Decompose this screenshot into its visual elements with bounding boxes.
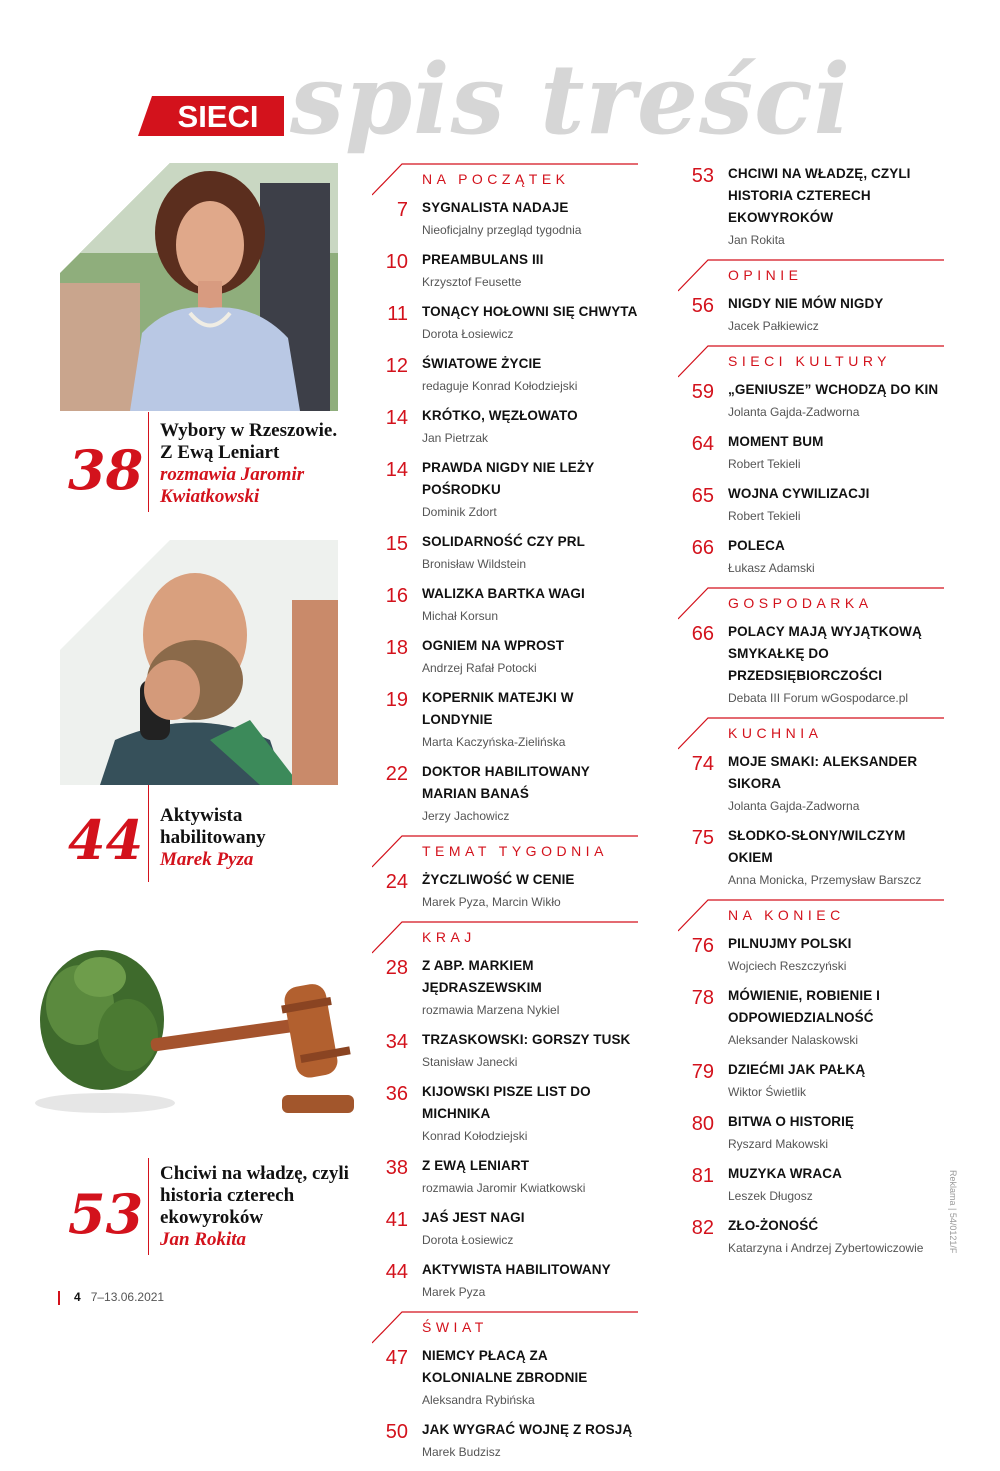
toc-entry[interactable] xyxy=(678,985,944,1051)
entry-page-number: 82 xyxy=(691,1217,714,1239)
entry-author: Marta Kaczyńska-Zielińska xyxy=(422,735,566,749)
entry-title: SOLIDARNOŚĆ CZY PRL xyxy=(422,534,585,549)
entry-title: POLECA xyxy=(728,538,785,553)
entry-title: JAK WYGRAĆ WOJNĘ Z ROSJĄ xyxy=(422,1422,633,1437)
entry-page-number: 59 xyxy=(691,381,714,403)
sieci-logo xyxy=(138,96,284,136)
entry-author: Andrzej Rafał Potocki xyxy=(422,661,537,675)
entry-author: Konrad Kołodziejski xyxy=(422,1129,528,1143)
entry-author: Stanisław Janecki xyxy=(422,1055,518,1069)
section-header xyxy=(372,163,638,197)
entry-author: Katarzyna i Andrzej Zybertowiczowie xyxy=(728,1241,924,1255)
toc-entry[interactable] xyxy=(372,1029,638,1073)
section-label: NA KONIEC xyxy=(728,907,845,923)
section-label: KRAJ xyxy=(422,929,476,945)
entry-page-number: 7 xyxy=(396,199,408,221)
entry-author: Jolanta Gajda-Zadworna xyxy=(728,405,860,419)
toc-entry[interactable] xyxy=(678,535,944,579)
entry-author: Aleksander Nalaskowski xyxy=(728,1033,859,1047)
entry-page-number: 81 xyxy=(691,1165,714,1187)
feature-text xyxy=(160,420,340,508)
page-number: 4 xyxy=(74,1290,81,1304)
entry-title: AKTYWISTA HABILITOWANY xyxy=(422,1262,611,1277)
entry-author: Robert Tekieli xyxy=(728,457,801,471)
entry-title: WALIZKA BARTKA WAGI xyxy=(422,586,585,601)
entry-title: MUZYKA WRACA xyxy=(728,1166,842,1181)
entry-page-number: 76 xyxy=(691,935,714,957)
toc-entry[interactable] xyxy=(678,1163,944,1207)
entry-page-number: 14 xyxy=(385,459,408,481)
toc-entry[interactable] xyxy=(678,825,944,891)
entry-page-number: 78 xyxy=(691,987,714,1009)
logo-text: SIECI xyxy=(177,99,259,134)
entry-title: POLACY MAJĄ WYJĄTKOWĄ SMYKAŁKĘ DO PRZEDSIĘBIORCZOŚCI xyxy=(728,624,922,683)
toc-entry[interactable] xyxy=(372,1345,638,1411)
page-footer xyxy=(58,1290,164,1305)
entry-author: rozmawia Jaromir Kwiatkowski xyxy=(422,1181,586,1195)
entry-author: rozmawia Marzena Nykiel xyxy=(422,1003,560,1017)
entry-page-number: 15 xyxy=(385,533,408,555)
feature-divider xyxy=(148,785,149,882)
entry-page-number: 36 xyxy=(385,1083,408,1105)
entry-title: „GENIUSZE” WCHODZĄ DO KIN xyxy=(728,382,939,397)
toc-column-middle xyxy=(372,163,638,1471)
illustration-tree-gavel xyxy=(20,945,380,1130)
entry-title: Z EWĄ LENIART xyxy=(422,1158,530,1173)
feature-author: Jan Rokita xyxy=(160,1229,247,1250)
entry-page-number: 19 xyxy=(385,689,408,711)
section-label: KUCHNIA xyxy=(728,725,823,741)
entry-page-number: 50 xyxy=(385,1421,408,1443)
entry-page-number: 65 xyxy=(691,485,714,507)
entry-page-number: 75 xyxy=(691,827,714,849)
toc-entry[interactable] xyxy=(678,751,944,817)
entry-author: Robert Tekieli xyxy=(728,509,801,523)
entry-page-number: 74 xyxy=(691,753,714,775)
entry-page-number: 22 xyxy=(385,763,408,785)
entry-page-number: 80 xyxy=(691,1113,714,1135)
entry-page-number: 66 xyxy=(691,537,714,559)
entry-author: Leszek Długosz xyxy=(728,1189,813,1203)
entry-title: TRZASKOWSKI: GORSZY TUSK xyxy=(422,1032,631,1047)
entry-page-number: 47 xyxy=(385,1347,408,1369)
entry-page-number: 12 xyxy=(385,355,408,377)
toc-entry[interactable] xyxy=(372,955,638,1021)
entry-author: Dorota Łosiewicz xyxy=(422,327,514,341)
entry-title: NIEMCY PŁACĄ ZA KOLONIALNE ZBRODNIE xyxy=(422,1348,588,1385)
section-label: OPINIE xyxy=(728,267,803,283)
entry-page-number: 79 xyxy=(691,1061,714,1083)
entry-title: NIGDY NIE MÓW NIGDY xyxy=(728,296,884,311)
toc-entry[interactable] xyxy=(372,531,638,575)
section-label: NA POCZĄTEK xyxy=(422,171,570,187)
toc-entry[interactable] xyxy=(372,1155,638,1199)
section-header xyxy=(372,921,638,955)
entry-page-number: 64 xyxy=(691,433,714,455)
toc-entry[interactable] xyxy=(372,353,638,397)
feature-number: 38 xyxy=(68,438,144,502)
ad-note: Reklama | 54/0121/F xyxy=(948,1170,958,1254)
entry-page-number: 44 xyxy=(385,1261,408,1283)
entry-page-number: 14 xyxy=(385,407,408,429)
toc-entry[interactable] xyxy=(678,1215,944,1259)
toc-entry[interactable] xyxy=(678,293,944,337)
toc-entry[interactable] xyxy=(372,197,638,241)
page-title: spis treści xyxy=(290,43,852,156)
toc-entry[interactable] xyxy=(372,405,638,449)
entry-title: OGNIEM NA WPROST xyxy=(422,638,565,653)
toc-entry[interactable] xyxy=(678,1059,944,1103)
entry-title: KRÓTKO, WĘZŁOWATO xyxy=(422,408,578,423)
entry-title: DZIEĆMI JAK PAŁKĄ xyxy=(728,1062,866,1077)
entry-title: Z ABP. MARKIEM JĘDRASZEWSKIM xyxy=(422,958,542,995)
entry-author: Aleksandra Rybińska xyxy=(422,1393,535,1407)
feature-text xyxy=(160,805,340,871)
entry-page-number: 11 xyxy=(387,303,408,325)
entry-page-number: 41 xyxy=(385,1209,408,1231)
entry-title: BITWA O HISTORIĘ xyxy=(728,1114,855,1129)
entry-author: Jan Rokita xyxy=(728,233,785,247)
toc-entry[interactable] xyxy=(372,249,638,293)
footer-bar xyxy=(58,1291,60,1305)
section-header xyxy=(678,259,944,293)
entry-author: Dorota Łosiewicz xyxy=(422,1233,514,1247)
entry-author: Marek Pyza xyxy=(422,1285,486,1299)
toc-entry[interactable] xyxy=(678,933,944,977)
toc-entry[interactable] xyxy=(678,431,944,475)
feature-number: 53 xyxy=(68,1182,144,1246)
entry-title: SYGNALISTA NADAJE xyxy=(422,200,569,215)
toc-entry[interactable] xyxy=(678,483,944,527)
feature-title: Chciwi na władzę, czyli historia czterech ekowyroków xyxy=(160,1163,349,1228)
entry-page-number: 16 xyxy=(385,585,408,607)
entry-author: Marek Pyza, Marcin Wikło xyxy=(422,895,561,909)
photo-ewa-leniart xyxy=(60,163,338,411)
entry-page-number: 53 xyxy=(691,165,714,187)
entry-author: Jolanta Gajda-Zadworna xyxy=(728,799,860,813)
entry-page-number: 28 xyxy=(385,957,408,979)
entry-title: ZŁO-ŻONOŚĆ xyxy=(728,1218,819,1233)
section-header xyxy=(678,345,944,379)
section-label: SIECI KULTURY xyxy=(728,353,892,369)
toc-entry[interactable] xyxy=(372,687,638,753)
section-header xyxy=(678,717,944,751)
toc-entry[interactable] xyxy=(678,621,944,709)
entry-author: Ryszard Makowski xyxy=(728,1137,829,1151)
entry-title: SŁODKO-SŁONY/WILCZYM OKIEM xyxy=(728,828,906,865)
entry-author: Debata III Forum wGospodarce.pl xyxy=(728,691,909,705)
toc-entry[interactable] xyxy=(372,457,638,523)
entry-author: Michał Korsun xyxy=(422,609,499,623)
feature-title: Wybory w Rzeszowie. Z Ewą Leniart xyxy=(160,420,338,463)
section-label: ŚWIAT xyxy=(422,1319,488,1335)
entry-page-number: 38 xyxy=(385,1157,408,1179)
entry-title: MOMENT BUM xyxy=(728,434,824,449)
issue-date: 7–13.06.2021 xyxy=(90,1290,165,1304)
section-header xyxy=(678,587,944,621)
entry-title: KIJOWSKI PISZE LIST DO MICHNIKA xyxy=(422,1084,591,1121)
entry-page-number: 10 xyxy=(385,251,408,273)
section-header xyxy=(372,1311,638,1345)
feature-author: Marek Pyza xyxy=(160,849,254,870)
toc-entry[interactable] xyxy=(372,583,638,627)
entry-page-number: 56 xyxy=(691,295,714,317)
entry-title: CHCIWI NA WŁADZĘ, CZYLI HISTORIA CZTERECH EKOWYROKÓW xyxy=(728,166,911,225)
toc-entry[interactable] xyxy=(372,761,638,827)
toc-column-right xyxy=(678,163,944,1267)
entry-author: Jan Pietrzak xyxy=(422,431,489,445)
toc-entry[interactable] xyxy=(372,869,638,913)
entry-author: Wiktor Świetlik xyxy=(728,1085,807,1099)
toc-entry[interactable] xyxy=(372,1419,638,1463)
toc-entry[interactable] xyxy=(678,379,944,423)
section-header xyxy=(678,899,944,933)
toc-entry[interactable] xyxy=(372,635,638,679)
toc-entry[interactable] xyxy=(372,1259,638,1303)
photo-activist xyxy=(60,540,338,785)
entry-title: JAŚ JEST NAGI xyxy=(422,1210,525,1225)
entry-title: TONĄCY HOŁOWNI SIĘ CHWYTA xyxy=(422,304,638,319)
entry-page-number: 18 xyxy=(385,637,408,659)
entry-author: Jerzy Jachowicz xyxy=(422,809,510,823)
entry-author: Jacek Pałkiewicz xyxy=(728,319,819,333)
section-header xyxy=(372,835,638,869)
feature-number: 44 xyxy=(68,808,144,872)
toc-entry[interactable] xyxy=(372,1207,638,1251)
entry-author: Wojciech Reszczyński xyxy=(728,959,847,973)
feature-author: rozmawia Jaromir Kwiatkowski xyxy=(160,464,305,507)
toc-entry[interactable] xyxy=(372,1081,638,1147)
entry-page-number: 24 xyxy=(385,871,408,893)
feature-title: Aktywista habilitowany xyxy=(160,805,266,848)
entry-author: Łukasz Adamski xyxy=(728,561,815,575)
feature-text xyxy=(160,1163,355,1251)
toc-entry[interactable] xyxy=(678,163,944,251)
entry-author: Krzysztof Feusette xyxy=(422,275,522,289)
entry-author: Nieoficjalny przegląd tygodnia xyxy=(422,223,582,237)
entry-author: Dominik Zdort xyxy=(422,505,497,519)
entry-title: PREAMBULANS III xyxy=(422,252,544,267)
entry-title: WOJNA CYWILIZACJI xyxy=(728,486,870,501)
entry-author: Bronisław Wildstein xyxy=(422,557,527,571)
toc-entry[interactable] xyxy=(372,301,638,345)
entry-title: MÓWIENIE, ROBIENIE I ODPOWIEDZIALNOŚĆ xyxy=(728,988,881,1025)
toc-entry[interactable] xyxy=(678,1111,944,1155)
entry-title: ŻYCZLIWOŚĆ W CENIE xyxy=(422,872,575,887)
feature-divider xyxy=(148,1158,149,1255)
entry-title: MOJE SMAKI: ALEKSANDER SIKORA xyxy=(728,754,918,791)
entry-title: PILNUJMY POLSKI xyxy=(728,936,852,951)
entry-page-number: 34 xyxy=(385,1031,408,1053)
entry-title: KOPERNIK MATEJKI W LONDYNIE xyxy=(422,690,574,727)
entry-title: PRAWDA NIGDY NIE LEŻY POŚRODKU xyxy=(422,460,595,497)
entry-author: Anna Monicka, Przemysław Barszcz xyxy=(728,873,922,887)
feature-divider xyxy=(148,412,149,512)
entry-title: DOKTOR HABILITOWANY MARIAN BANAŚ xyxy=(422,764,590,801)
entry-author: redaguje Konrad Kołodziejski xyxy=(422,379,578,393)
section-label: TEMAT TYGODNIA xyxy=(422,843,608,859)
entry-page-number: 66 xyxy=(691,623,714,645)
section-label: GOSPODARKA xyxy=(728,595,873,611)
entry-title: ŚWIATOWE ŻYCIE xyxy=(422,356,542,371)
entry-author: Marek Budzisz xyxy=(422,1445,501,1459)
